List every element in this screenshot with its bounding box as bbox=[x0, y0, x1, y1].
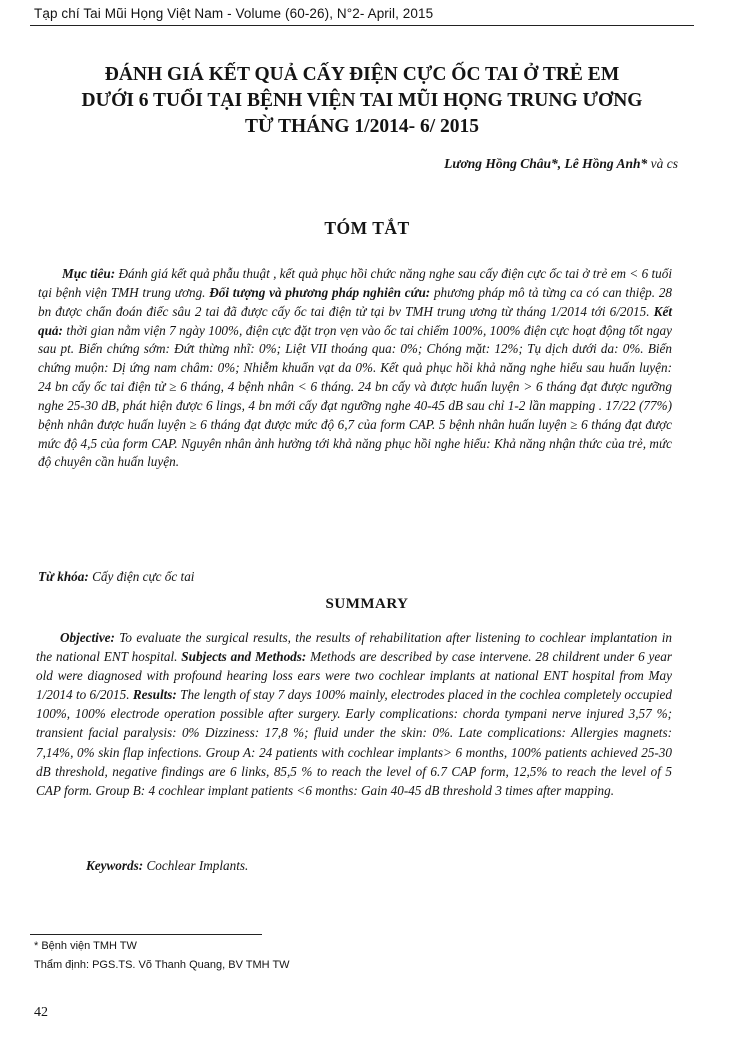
results-label: Results: bbox=[132, 687, 177, 703]
author-suffix: và cs bbox=[647, 156, 678, 171]
tom-tat-heading: TÓM TẮT bbox=[324, 218, 410, 238]
title-line-1: ĐÁNH GIÁ KẾT QUẢ CẤY ĐIỆN CỰC ỐC TAI Ở TRẺ EM bbox=[104, 64, 620, 85]
keywords-text: Cochlear Implants. bbox=[143, 858, 249, 873]
author-names: Lương Hồng Châu*, Lê Hồng Anh* bbox=[444, 156, 648, 171]
muc-tieu-text: Đánh giá kết quả phẫu thuật , kết quả phục hồi chức năng nghe sau cấy điện cực ốc tai ở trẻ em < 6 tuổi tại bệnh viện TMH trung ương. bbox=[38, 266, 672, 300]
author-line bbox=[444, 156, 678, 172]
tu-khoa-text: Cấy điện cực ốc tai bbox=[88, 569, 195, 584]
methods-label: Subjects and Methods: bbox=[181, 649, 307, 665]
article-title bbox=[30, 62, 694, 140]
header-divider bbox=[30, 25, 694, 26]
vietnamese-keywords bbox=[38, 569, 194, 585]
footnote-affiliation: * Bệnh viện TMH TW bbox=[34, 940, 137, 952]
ket-qua-label: Kết quả: bbox=[38, 303, 672, 338]
methods-text: Methods are described by case intervene. 28 childrent under 6 year old were diagnosed with profound hearing loss ears were two cochlear implants at national ENT hospital from May 1/2014 to 6/2015. bbox=[36, 649, 672, 703]
english-summary bbox=[36, 628, 672, 800]
keywords-label: Keywords: bbox=[86, 858, 144, 873]
summary-heading: SUMMARY bbox=[325, 596, 409, 612]
footnote-divider bbox=[30, 934, 262, 935]
tu-khoa-label: Từ khóa: bbox=[38, 569, 89, 584]
doi-tuong-text: phương pháp mô tả từng ca có can thiệp. 28 bn được chẩn đoán điếc sâu 2 tai đã được cấy ốc tai điện tử tại bv TMH trung ương từ tháng 1/2014 tới 6/2015. bbox=[38, 284, 673, 319]
doi-tuong-label: Đối tượng và phương pháp nghiên cứu: bbox=[209, 284, 431, 300]
objective-text: To evaluate the surgical results, the results of rehabilitation after listening to cochlear implantation in the national ENT hospital. bbox=[36, 630, 672, 665]
ket-qua-text: thời gian nằm viện 7 ngày 100%, điện cực đặt trọn vẹn vào ốc tai chiếm 100%, 100% điện cực hoạt động tốt ngay sau pt. Biến chứng sớm: Đứt thừng nhĩ: 0%; Liệt VII thoáng qua: 0%; Chóng mặt: 12%; Tụ dịch dưới da: 0%. Biến chứng muộn: Dị ứng nam châm: 0%; Nhiễm khuẩn vạt da 0%. Kết quả phục hồi khả năng nghe hiểu sau huấn luyện: 24 bn cấy ốc tai điện tử ≥ 6 tháng, 4 bệnh nhân < 6 tháng. 24 bn cấy và được huấn luyện > 6 tháng đạt được ngưỡng nghe 25-30 dB, phát hiện được 6 lings, 4 bn mới cấy đạt ngưỡng nghe 40-45 dB sau chỉ 1-2 lần mapping . 17/22 (77%) bệnh nhân được huấn luyện ≥ 6 tháng đạt được mức độ 6,7 của form CAP. 5 bệnh nhân huấn luyện ≥ 6 tháng đạt được mức độ 4,5 của form CAP. Nguyên nhân ảnh hưởng tới khả năng phục hồi nghe hiểu: Khả năng nhận thức của trẻ, mức độ chuyên cần huấn luyện. bbox=[38, 322, 672, 470]
muc-tieu-label: Mục tiêu: bbox=[62, 266, 116, 281]
footnote-reviewer: Thẩm định: PGS.TS. Võ Thanh Quang, BV TMH TW bbox=[34, 959, 290, 971]
title-line-2: DƯỚI 6 TUỔI TẠI BỆNH VIỆN TAI MŨI HỌNG TRUNG ƯƠNG bbox=[81, 90, 643, 111]
journal-header: Tạp chí Tai Mũi Họng Việt Nam - Volume (60-26), N°2- April, 2015 bbox=[34, 6, 434, 21]
vietnamese-abstract bbox=[38, 265, 672, 472]
title-line-3: TỪ THÁNG 1/2014- 6/ 2015 bbox=[244, 116, 479, 137]
english-keywords bbox=[86, 858, 248, 874]
page-number: 42 bbox=[34, 1005, 48, 1020]
objective-label: Objective: bbox=[60, 630, 115, 645]
results-text: The length of stay 7 days 100% mainly, electrodes placed in the cochlea completely occupied 100%, 100% electrode operation possible after surgery. Early complications: chorda tympani nerve injured 3,57 %; transient facial paralysis: 0% Dizziness: 17,8 %; fluid under the skin: 0%. Late complications: Allergies magnets: 7,14%, 0% skin flap infections. Group A: 24 patients with cochlear implants> 6 months, 100% patients achieved 25-30 dB threshold, negative findings are 6 links, 85,5 % to reach the level of 6.7 CAP form, 12,5% to reach the level of 5 CAP form. Group B: 4 cochlear implant patients <6 months: Gain 40-45 dB threshold 3 times after mapping. bbox=[36, 687, 672, 798]
